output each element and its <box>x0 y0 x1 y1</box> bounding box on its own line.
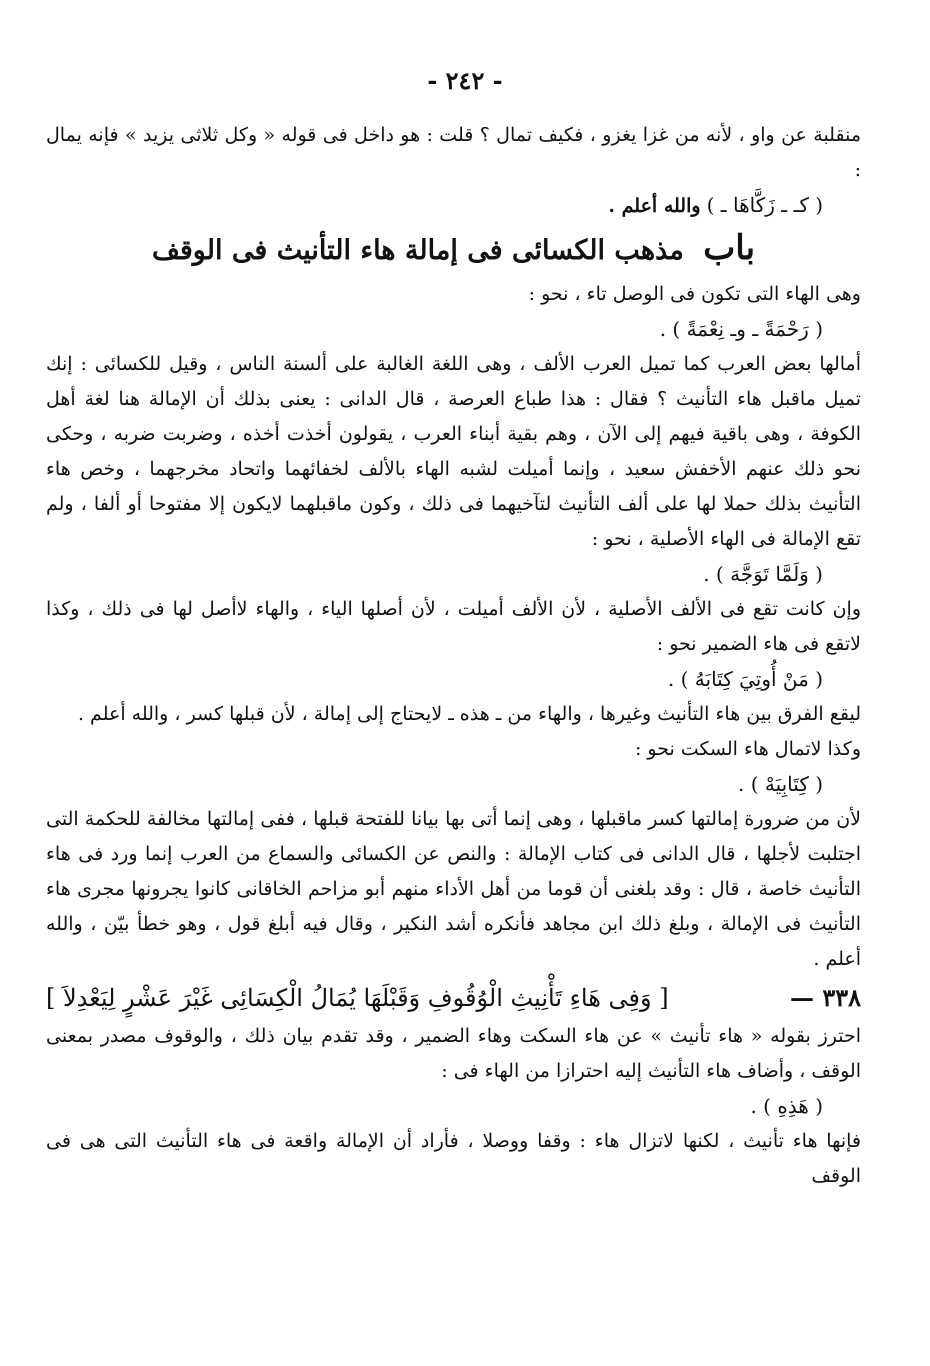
verse-number: ٣٣٨ — <box>789 983 861 1012</box>
chapter-title: مذهب الكسائى فى إمالة هاء التأنيث فى الوقف <box>151 235 684 266</box>
paragraph-9: فإنها هاء تأنيث ، لكنها لاتزال هاء : وقفا ووصلا ، فأراد أن الإمالة واقعة فى هاء التأنيث التى هى فى الوقف <box>46 1130 861 1187</box>
quote-1 <box>46 188 861 224</box>
closing-formula: والله أعلم . <box>608 195 701 217</box>
paragraph-6: وكذا لاتمال هاء السكت نحو : <box>634 738 861 760</box>
chapter-label: باب <box>703 228 756 268</box>
paragraph-1: منقلبة عن واو ، لأنه من غزا يغزو ، فكيف تمال ؟ قلت : هو داخل فى قوله « وكل ثلاثى يزيد » فإنه يمال : <box>46 124 861 181</box>
page-body <box>46 118 861 1194</box>
quote-5: ( كِتَابِيَهْ ) . <box>737 772 823 796</box>
quote-4: ( مَنْ أُوتِيَ كِتَابَهُ ) . <box>667 667 823 691</box>
quote-3: ( وَلَمَّا تَوَجَّهَ ) . <box>703 562 823 586</box>
verse-line <box>46 977 861 1019</box>
quote-2: ( رَحْمَةً ـ وـ نِعْمَةً ) . <box>659 317 823 341</box>
chapter-heading <box>46 228 861 271</box>
quran-citation: ( كـ ـ زَكَّاهَا ـ ) <box>706 193 823 217</box>
verse-text: [ وَفِى هَاءِ تَأْنِيثِ الْوُقُوفِ وَقَبْلَهَا يُمَالُ الْكِسَائِى غَيْرَ عَشْرٍ لِيَعْدِلاَ ] <box>46 984 669 1012</box>
paragraph-2: وهى الهاء التى تكون فى الوصل تاء ، نحو : <box>528 283 861 305</box>
paragraph-4: وإن كانت تقع فى الألف الأصلية ، لأن الألف أميلت ، لأن أصلها الياء ، والهاء لاأصل لها فى ذلك ، وكذا لاتقع فى هاء الضمير نحو : <box>46 598 861 655</box>
paragraph-8: احترز بقوله « هاء تأنيث » عن هاء السكت وهاء الضمير ، وقد تقدم بيان ذلك ، والوقوف مصدر بمعنى الوقف ، وأضاف هاء التأنيث إليه احترازا من الهاء فى : <box>46 1025 861 1082</box>
paragraph-3: أمالها بعض العرب كما تميل العرب الألف ، وهى اللغة الغالبة على ألسنة الناس ، وقيل للكسائى : إنك تميل ماقبل هاء التأنيث ؟ فقال : هذا طباع العرصة ، قال الدانى : يعنى بذلك أن الإمالة هنا لغة أهل الكوفة ، وهى باقية فيهم إلى الآن ، وهم بقية أبناء العرب ، يقولون أخذت أخذه ، وضربت ضربه ، وحكى نحو ذلك عنهم الأخفش سعيد ، وإنما أميلت لشبه الهاء بالألف لخفائهما واتحاد مخرجهما ، وخص هاء التأنيث بذلك حملا لها على ألف التأنيث لتآخيهما فى ذلك ، وكون ماقبلهما لايكون إلا مفتوحا أو ألفا ، ولم تقع الإمالة فى الهاء الأصلية ، نحو : <box>46 353 861 550</box>
quote-6: ( هَذِهِ ) . <box>750 1094 823 1118</box>
page-number: - ٢٤٢ - <box>427 66 503 95</box>
paragraph-7: لأن من ضرورة إمالتها كسر ماقبلها ، وهى إنما أتى بها بيانا للفتحة قبلها ، ففى إمالتها مخالفة للحكمة التى اجتلبت لأجلها ، قال الدانى فى كتاب الإمالة : والنص عن الكسائى والسماع من العرب إنما ورد فى هاء التأنيث خاصة ، قال : وقد بلغنى أن قوما من أهل الأداء منهم أبو مزاحم الخاقانى كانوا يجرونها مجرى هاء التأنيث فى الإمالة ، وبلغ ذلك ابن مجاهد فأنكره أشد النكير ، وقال فيه أبلغ قول ، وهو خطأ بيّن ، والله أعلم . <box>46 808 861 970</box>
paragraph-5: ليقع الفرق بين هاء التأنيث وغيرها ، والهاء من ـ هذه ـ لايحتاج إلى إمالة ، لأن قبلها كسر ، والله أعلم . <box>77 703 861 725</box>
